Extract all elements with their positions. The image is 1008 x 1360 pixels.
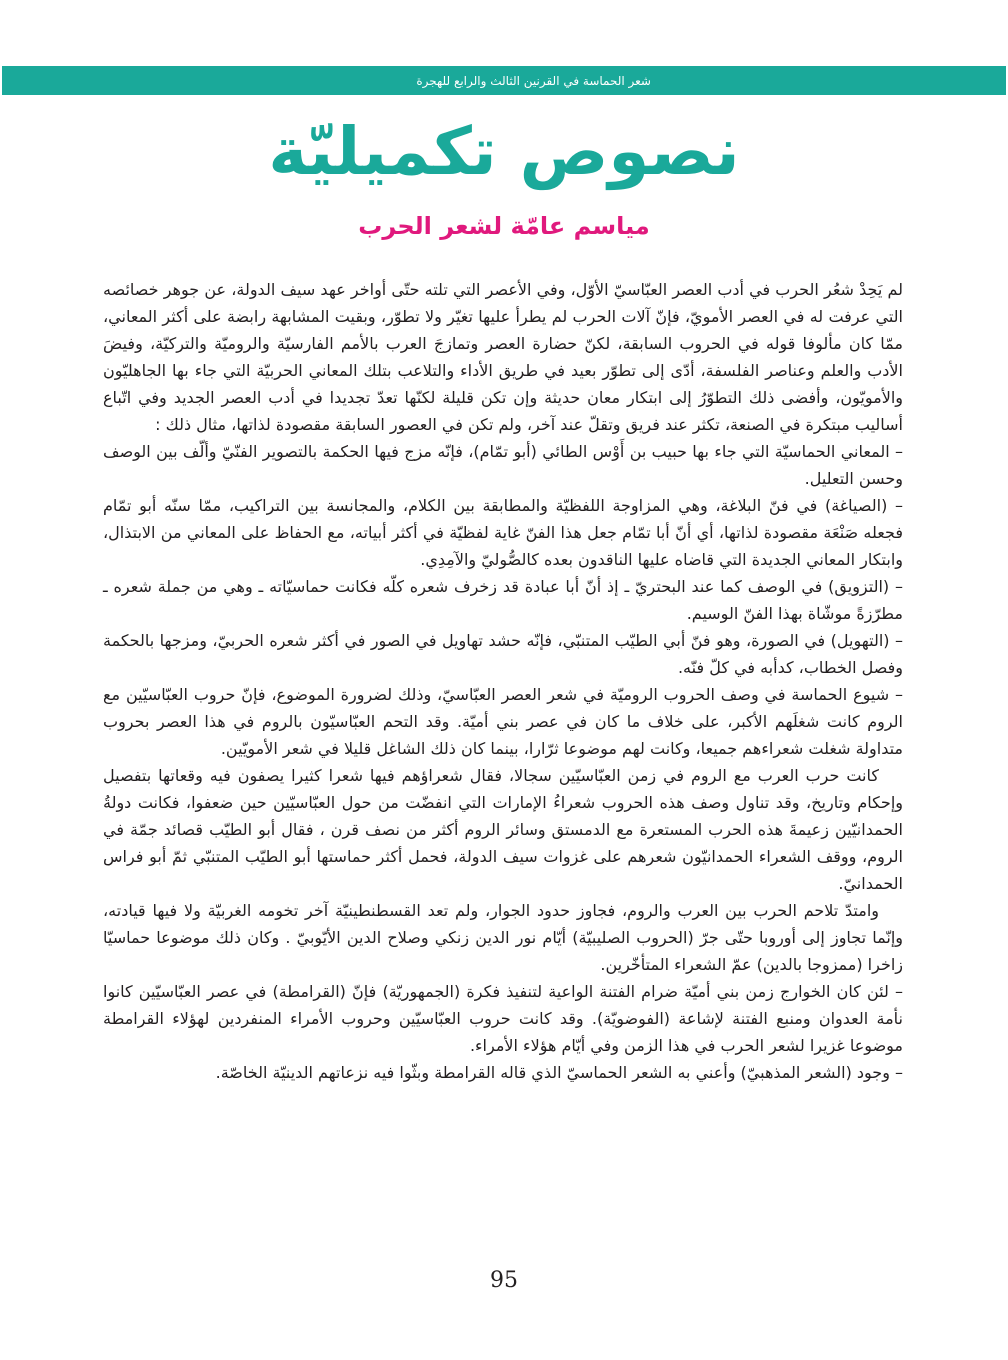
paragraph-tahwil: – (التهويل) في الصورة، وهو فنّ أبي الطيّب المتنبّي، فإنّه حشد تهاويل في الصور في أكثر شعره الحربيّ، ومزجها بالحكمة وفصل الخطاب، كدأبه في كلّ فنّه. [103, 631, 903, 677]
paragraph-sectarian-poetry: – وجود (الشعر المذهبيّ) وأعني به الشعر الحماسيّ الذي قاله القرامطة وبثّوا فيه نزعاتهم الدينيّة الخاصّة. [215, 1063, 903, 1082]
paragraph-arab-roman-war: كانت حرب العرب مع الروم في زمن العبّاسيّين سجالا، فقال شعراؤهم فيها شعرا كثيرا يصفون فيه وقعاتها بتفصيل وإحكام وتاريخ، وقد تناول وصف هذه الحروب شعراءُ الإمارات التي انفضّت من حول العبّاسيّين حين ضعفوا، فكانت دولةُ الحمدانيّين زعيمةَ هذه الحرب المستعرة مع الدمستق وسائر الروم أكثر من نصف قرن ، فقال أبو الطيّب قصائد جمّة في الروم، ووقف الشعراء الحمدانيّون شعرهم على غزوات سيف الدولة، فحمل أكثر حماستها أبو الطيّب المتنبّي ثمّ أبو فراس الحمدانيّ. [103, 766, 903, 893]
paragraph-tazwiq: – (التزويق) في الوصف كما عند البحتريّ ـ إذ أنّ أبا عبادة قد زخرف شعره كلّه فكانت حماسيّاته ـ وهي من جملة شعره ـ مطرّزةً موشّاة بهذا الفنّ الوسيم. [103, 577, 903, 623]
paragraph-qarmatians: – لئن كان الخوارج زمن بني أميّة ضرام الفتنة الواعية لتنفيذ فكرة (الجمهوريّة) فإنّ (القرامطة) في عصر العبّاسيّين كانوا نأمة العدوان ومنبع الفتنة لإشاعة (الفوضويّة). وقد كانت حروب العبّاسيّين وحروب الأمراء المنفردين لهؤلاء القرامطة موضوعا غزيرا لشعر الحرب في هذا الزمن وفي أيّام هؤلاء الأمراء. [103, 982, 903, 1055]
paragraph-intro: لم يَحِدْ شعُر الحرب في أدب العصر العبّاسيّ الأوّل، وفي الأعصر التي تلته حتّى أواخر عهد سيف الدولة، عن جوهر خصائصه التي عرفت له في العصر الأمويّ، فإنّ آلات الحرب لم يطرأ عليها تغيّر ولا تطوّر، وبقيت المشابهة رابضة على أكثر المعاني، ممّا كان مألوفا قوله في الحروب السابقة، لكنّ حضارة العصر وتمازجَ العرب بالأمم الفارسيّة والروميّة والتركيّة، وفيضَ الأدب والعلم وعناصر الفلسفة، أدّى إلى تطوّر بعيد في طريق الأداء والتلاعب بتلك المعاني الحربيّة التي جاء بها الجاهليّون والأمويّون، وأفضى ذلك التطوّرُ إلى ابتكار معان حديثة وإن تكن قليلة لكنّها تعدّ تجديدا في أدب العصر الجديد وفي اتّباع أساليب مبتكرة في الصنعة، تكثر عند فريق وتقلّ عند آخر، ولم تكن في العصور السابقة مقصودة لذاتها، مثال ذلك : [103, 280, 903, 434]
section-subtitle: مياسم عامّة لشعر الحرب [358, 212, 650, 240]
paragraph-crusades: وامتدّ تلاحم الحرب بين العرب والروم، فجاوز حدود الجوار، ولم تعد القسطنطينيّة آخر تخومه الغربيّة ولا فيها قيادته، وإنّما تجاوز إلى أوروبا حتّى جرّ (الحروب الصليبيّة) أيّام نور الدين زنكي وصلاح الدين الأيّوبيّ . وكان ذلك موضوعا حماسيّا زاخرا (ممزوجا بالدين) عمّ الشعراء المتأخّرين. [103, 901, 903, 974]
running-header-title: شعر الحماسة في القرنين الثالث والرابع للهجرة [416, 73, 651, 88]
paragraph-siyagha: – (الصياغة) في فنّ البلاغة، وهي المزاوجة اللفظيّة والمطابقة بين الكلام، والمجانسة بين التراكيب، ممّا سنّه أبو تمّام فجعله صَنْعَة مقصودة لذاتها، أي أنّ أبا تمّام جعل هذا الفنّ غاية لفظيّة في أكثر أبياته، مع الحفاظ على المعاني من الابتذال، وابتكار المعاني الجديدة التي قاضاه عليها الناقدون بعده كالصُّوليّ والآمِدِي. [103, 496, 903, 569]
body-text [103, 276, 903, 1086]
running-header-bar [2, 66, 1006, 95]
paragraph-roman-wars: – شيوع الحماسة في وصف الحروب الروميّة في شعر العصر العبّاسيّ، وذلك لضرورة الموضوع، فإنّ حروب العبّاسيّين مع الروم كانت شغلَهم الأكبر، على خلاف ما كان في عصر بني أميّة. وقد التحم العبّاسيّون بالروم في هذا العصر بحروب متداولة شغلت شعراءهم جميعا، وكانت لهم موضوعا ثرّارا، بينما كان ذلك الشاغل قليلا في شعر الأمويّين. [103, 685, 903, 758]
page-number: 95 [490, 1268, 518, 1293]
page-title: نصوص تكميليّة [268, 113, 740, 190]
paragraph-abu-tammam-meanings: – المعاني الحماسيّة التي جاء بها حبيب بن أَوْس الطائي (أبو تمّام)، فإنّه مزج فيها الحكمة بالتصوير الفنّيّ وألّف بين الوصف وحسن التعليل. [103, 442, 903, 488]
